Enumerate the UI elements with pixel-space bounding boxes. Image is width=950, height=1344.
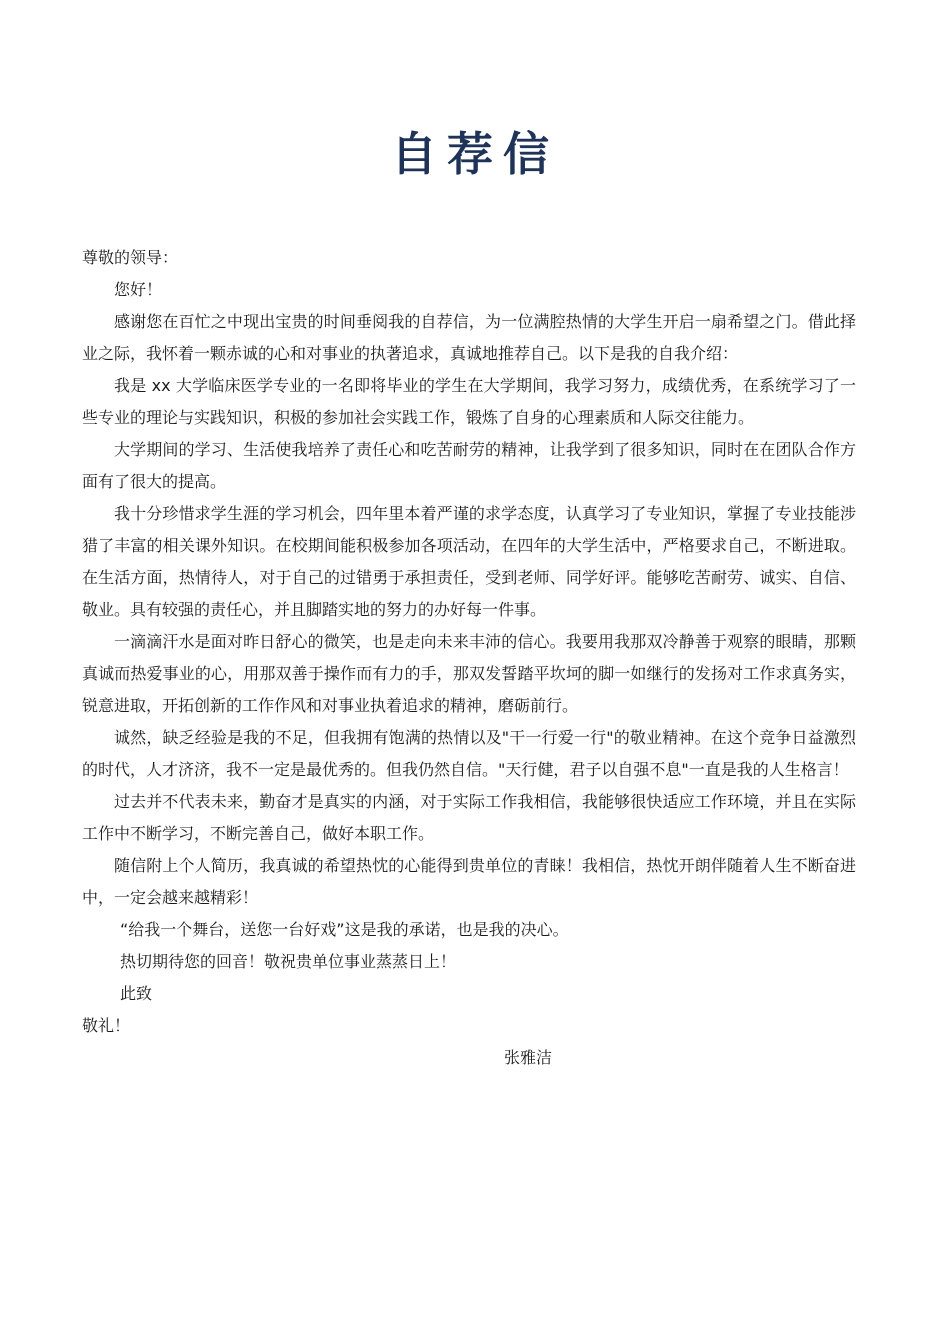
- paragraph-6: 诚然，缺乏经验是我的不足，但我拥有饱满的热情以及"干一行爱一行"的敬业精神。在这个竞争日益激烈的时代，人才济济，我不一定是最优秀的。但我仍然自信。"天行健，君子以自强不息"一直是我的人生格言！: [82, 728, 856, 779]
- paragraph-3: 大学期间的学习、生活使我培养了责任心和吃苦耐劳的精神，让我学到了很多知识，同时在在团队合作方面有了很大的提高。: [82, 440, 856, 491]
- paragraph-5: 一滴滴汗水是面对昨日舒心的微笑，也是走向未来丰沛的信心。我要用我那双冷静善于观察的眼睛，那颗真诚而热爱事业的心，用那双善于操作而有力的手，那双发誓踏平坎坷的脚一如继行的发扬对工作求真务实，锐意进取，开拓创新的工作作风和对事业执着追求的精神，磨砺前行。: [82, 632, 856, 715]
- closing-cizhi: 此致: [120, 984, 153, 1003]
- page-title: 自荐信: [391, 127, 559, 181]
- promise-line: “给我一个舞台，送您一台好戏”这是我的承诺，也是我的决心。: [120, 920, 569, 939]
- paragraph-8: 随信附上个人简历，我真诚的希望热忱的心能得到贵单位的青睐！我相信，热忱开朗伴随着人生不断奋进中，一定会越来越精彩！: [82, 856, 856, 907]
- paragraph-1: 感谢您在百忙之中现出宝贵的时间垂阅我的自荐信，为一位满腔热情的大学生开启一扇希望之门。借此择业之际，我怀着一颗赤诚的心和对事业的执著追求，真诚地推荐自己。以下是我的自我介绍：: [82, 312, 856, 363]
- wish-line: 热切期待您的回音！敬祝贵单位事业蒸蒸日上！: [120, 952, 457, 971]
- paragraph-7: 过去并不代表未来，勤奋才是真实的内涵，对于实际工作我相信，我能够很快适应工作环境，并且在实际工作中不断学习，不断完善自己，做好本职工作。: [82, 792, 856, 843]
- paragraph-2: 我是 xx 大学临床医学专业的一名即将毕业的学生在大学期间，我学习努力，成绩优秀，在系统学习了一些专业的理论与实践知识，积极的参加社会实践工作，锻炼了自身的心理素质和人际交往能力。: [82, 376, 856, 427]
- signature: 张雅洁: [504, 1048, 553, 1067]
- salutation: 尊敬的领导：: [82, 248, 179, 267]
- greeting: 您好！: [114, 280, 163, 299]
- letter-body: [82, 242, 856, 1074]
- paragraph-4: 我十分珍惜求学生涯的学习机会，四年里本着严谨的求学态度，认真学习了专业知识，掌握了专业技能涉猎了丰富的相关课外知识。在校期间能积极参加各项活动，在四年的大学生活中，严格要求自己，不断进取。在生活方面，热情待人，对于自己的过错勇于承担责任，受到老师、同学好评。能够吃苦耐劳、诚实、自信、敬业。具有较强的责任心，并且脚踏实地的努力的办好每一件事。: [82, 504, 856, 619]
- closing-jingli: 敬礼！: [82, 1016, 131, 1035]
